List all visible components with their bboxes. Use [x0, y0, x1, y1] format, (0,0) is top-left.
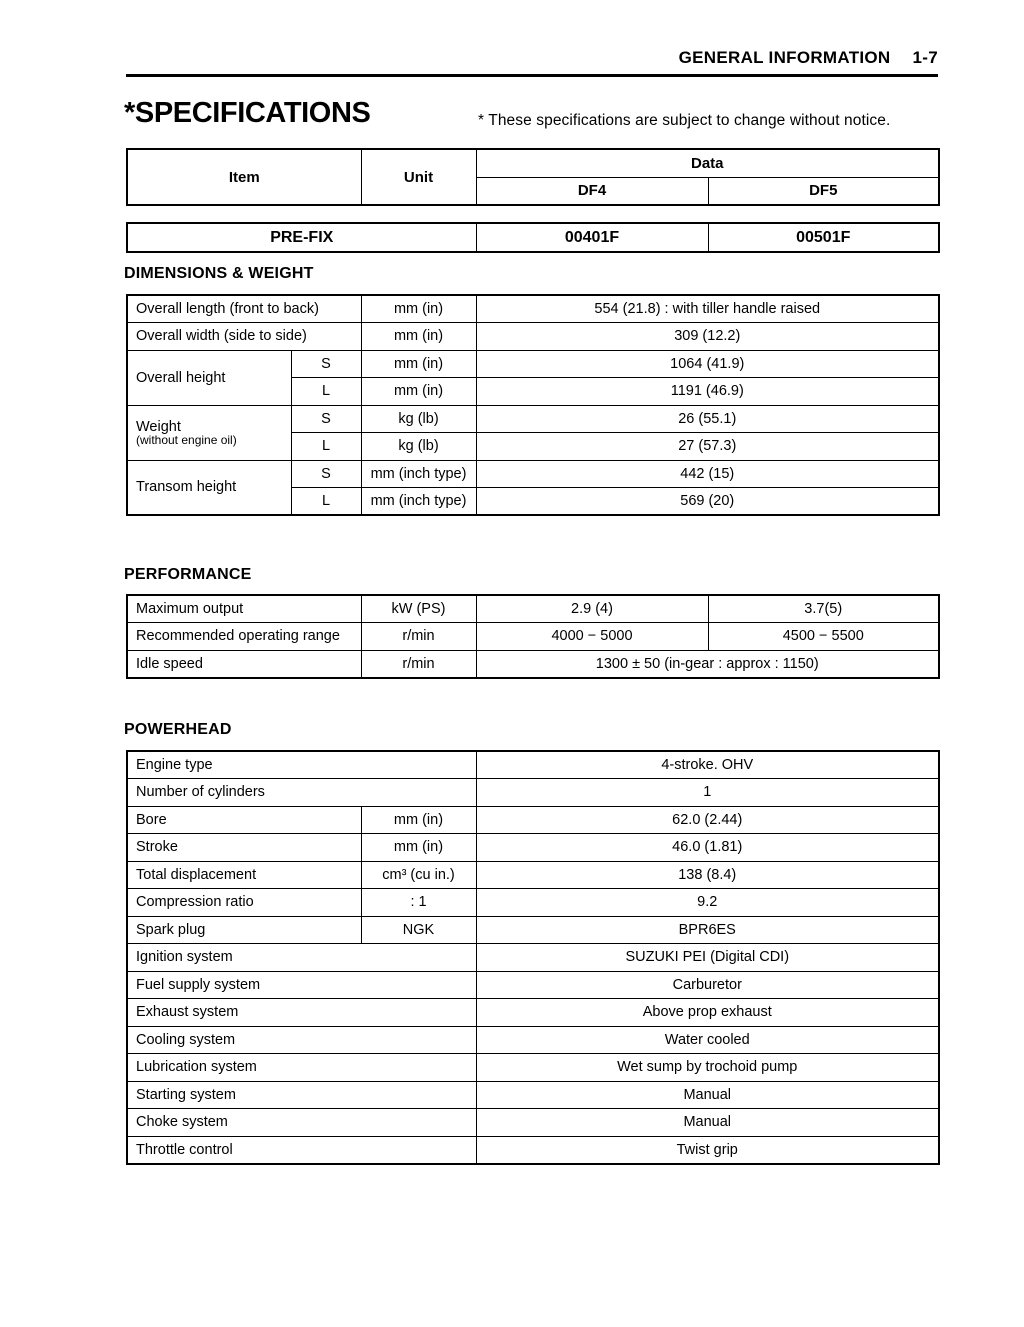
table-row: [127, 1054, 939, 1082]
row-value-df5: 4500 − 5500: [708, 623, 939, 651]
row-value: 138 (8.4): [476, 861, 939, 889]
page-number: 1-7: [912, 48, 938, 67]
row-label: Transom height: [127, 460, 291, 515]
row-label: Idle speed: [127, 650, 361, 678]
col-header-data: Data: [476, 149, 939, 177]
table-row: [127, 223, 939, 252]
row-value: BPR6ES: [476, 916, 939, 944]
row-unit: cm³ (cu in.): [361, 861, 476, 889]
table-row: [127, 1026, 939, 1054]
row-label: [127, 405, 291, 460]
row-label: Overall height: [127, 350, 291, 405]
table-row: [127, 1081, 939, 1109]
table-row: [127, 149, 939, 177]
row-label: Cooling system: [127, 1026, 476, 1054]
row-value: SUZUKI PEI (Digital CDI): [476, 944, 939, 972]
row-unit: r/min: [361, 623, 476, 651]
table-row: [127, 460, 939, 488]
row-unit: kg (lb): [361, 405, 476, 433]
row-label: Ignition system: [127, 944, 476, 972]
row-label: Stroke: [127, 834, 361, 862]
row-unit: mm (in): [361, 834, 476, 862]
prefix-label: PRE-FIX: [127, 223, 476, 252]
section-heading-performance: PERFORMANCE: [124, 566, 252, 583]
row-sub-label: L: [291, 488, 361, 516]
prefix-df4-value: 00401F: [476, 223, 708, 252]
row-label: Maximum output: [127, 595, 361, 623]
table-row: [127, 1136, 939, 1164]
row-unit: mm (in): [361, 806, 476, 834]
table-row: [127, 323, 939, 351]
row-value-df4: 4000 − 5000: [476, 623, 708, 651]
row-value: 27 (57.3): [476, 433, 939, 461]
row-label: Number of cylinders: [127, 779, 476, 807]
row-value: 1064 (41.9): [476, 350, 939, 378]
table-row: [127, 971, 939, 999]
row-value: Manual: [476, 1081, 939, 1109]
row-label: Bore: [127, 806, 361, 834]
row-unit: mm (in): [361, 350, 476, 378]
row-unit: kW (PS): [361, 595, 476, 623]
row-value: 4-stroke. OHV: [476, 751, 939, 779]
col-header-df4: DF4: [476, 177, 708, 205]
row-value: 62.0 (2.44): [476, 806, 939, 834]
row-unit: : 1: [361, 889, 476, 917]
row-label: Engine type: [127, 751, 476, 779]
row-value: 569 (20): [476, 488, 939, 516]
row-label: Compression ratio: [127, 889, 361, 917]
row-value: 554 (21.8) : with tiller handle raised: [476, 295, 939, 323]
row-sub-label: S: [291, 405, 361, 433]
table-row: [127, 779, 939, 807]
table-row: [127, 751, 939, 779]
row-value: 26 (55.1): [476, 405, 939, 433]
row-unit: mm (in): [361, 378, 476, 406]
specifications-note: * These specifications are subject to change without notice.: [478, 112, 891, 129]
table-row: [127, 889, 939, 917]
section-heading-dimensions: DIMENSIONS & WEIGHT: [124, 265, 314, 282]
table-row: [127, 623, 939, 651]
row-unit: mm (in): [361, 295, 476, 323]
row-label-main: Weight: [136, 418, 181, 435]
page-title: *SPECIFICATIONS: [124, 97, 371, 129]
row-value: Above prop exhaust: [476, 999, 939, 1027]
row-unit: mm (inch type): [361, 488, 476, 516]
row-sub-label: L: [291, 433, 361, 461]
table-row: [127, 916, 939, 944]
prefix-df5-value: 00501F: [708, 223, 939, 252]
header-rule: [126, 74, 938, 77]
row-unit: mm (inch type): [361, 460, 476, 488]
row-label: Spark plug: [127, 916, 361, 944]
dimensions-table: [126, 294, 940, 516]
table-row: [127, 405, 939, 433]
row-value: 309 (12.2): [476, 323, 939, 351]
running-header-title: GENERAL INFORMATION: [678, 48, 891, 67]
performance-table: [126, 594, 940, 679]
row-label: Exhaust system: [127, 999, 476, 1027]
table-row: [127, 806, 939, 834]
row-value: Carburetor: [476, 971, 939, 999]
row-sub-label: L: [291, 378, 361, 406]
row-unit: r/min: [361, 650, 476, 678]
row-value-df5: 3.7(5): [708, 595, 939, 623]
row-value: 1: [476, 779, 939, 807]
spec-header-table: [126, 148, 940, 206]
row-label: Throttle control: [127, 1136, 476, 1164]
table-row: [127, 295, 939, 323]
row-unit: mm (in): [361, 323, 476, 351]
col-header-item: Item: [127, 149, 361, 205]
row-sub-label: S: [291, 460, 361, 488]
row-value: 9.2: [476, 889, 939, 917]
row-value: Wet sump by trochoid pump: [476, 1054, 939, 1082]
row-label: Recommended operating range: [127, 623, 361, 651]
table-row: [127, 350, 939, 378]
row-value: 1300 ± 50 (in-gear : approx : 1150): [476, 650, 939, 678]
table-row: [127, 595, 939, 623]
col-header-unit: Unit: [361, 149, 476, 205]
row-label: Choke system: [127, 1109, 476, 1137]
table-row: [127, 834, 939, 862]
row-value: Twist grip: [476, 1136, 939, 1164]
section-heading-powerhead: POWERHEAD: [124, 721, 232, 738]
row-sub-label: S: [291, 350, 361, 378]
row-value: 46.0 (1.81): [476, 834, 939, 862]
row-unit: NGK: [361, 916, 476, 944]
row-value: Manual: [476, 1109, 939, 1137]
table-row: [127, 1109, 939, 1137]
row-label: Starting system: [127, 1081, 476, 1109]
row-label: Overall length (front to back): [127, 295, 361, 323]
table-row: [127, 861, 939, 889]
row-value: 1191 (46.9): [476, 378, 939, 406]
row-value-df4: 2.9 (4): [476, 595, 708, 623]
col-header-df5: DF5: [708, 177, 939, 205]
table-row: [127, 944, 939, 972]
powerhead-table: [126, 750, 940, 1165]
prefix-table: [126, 222, 940, 253]
row-value: Water cooled: [476, 1026, 939, 1054]
row-label: Lubrication system: [127, 1054, 476, 1082]
row-label-note: (without engine oil): [136, 432, 237, 447]
table-row: [127, 999, 939, 1027]
row-label: Overall width (side to side): [127, 323, 361, 351]
table-row: [127, 650, 939, 678]
row-label: Total displacement: [127, 861, 361, 889]
row-label: Fuel supply system: [127, 971, 476, 999]
row-value: 442 (15): [476, 460, 939, 488]
row-unit: kg (lb): [361, 433, 476, 461]
